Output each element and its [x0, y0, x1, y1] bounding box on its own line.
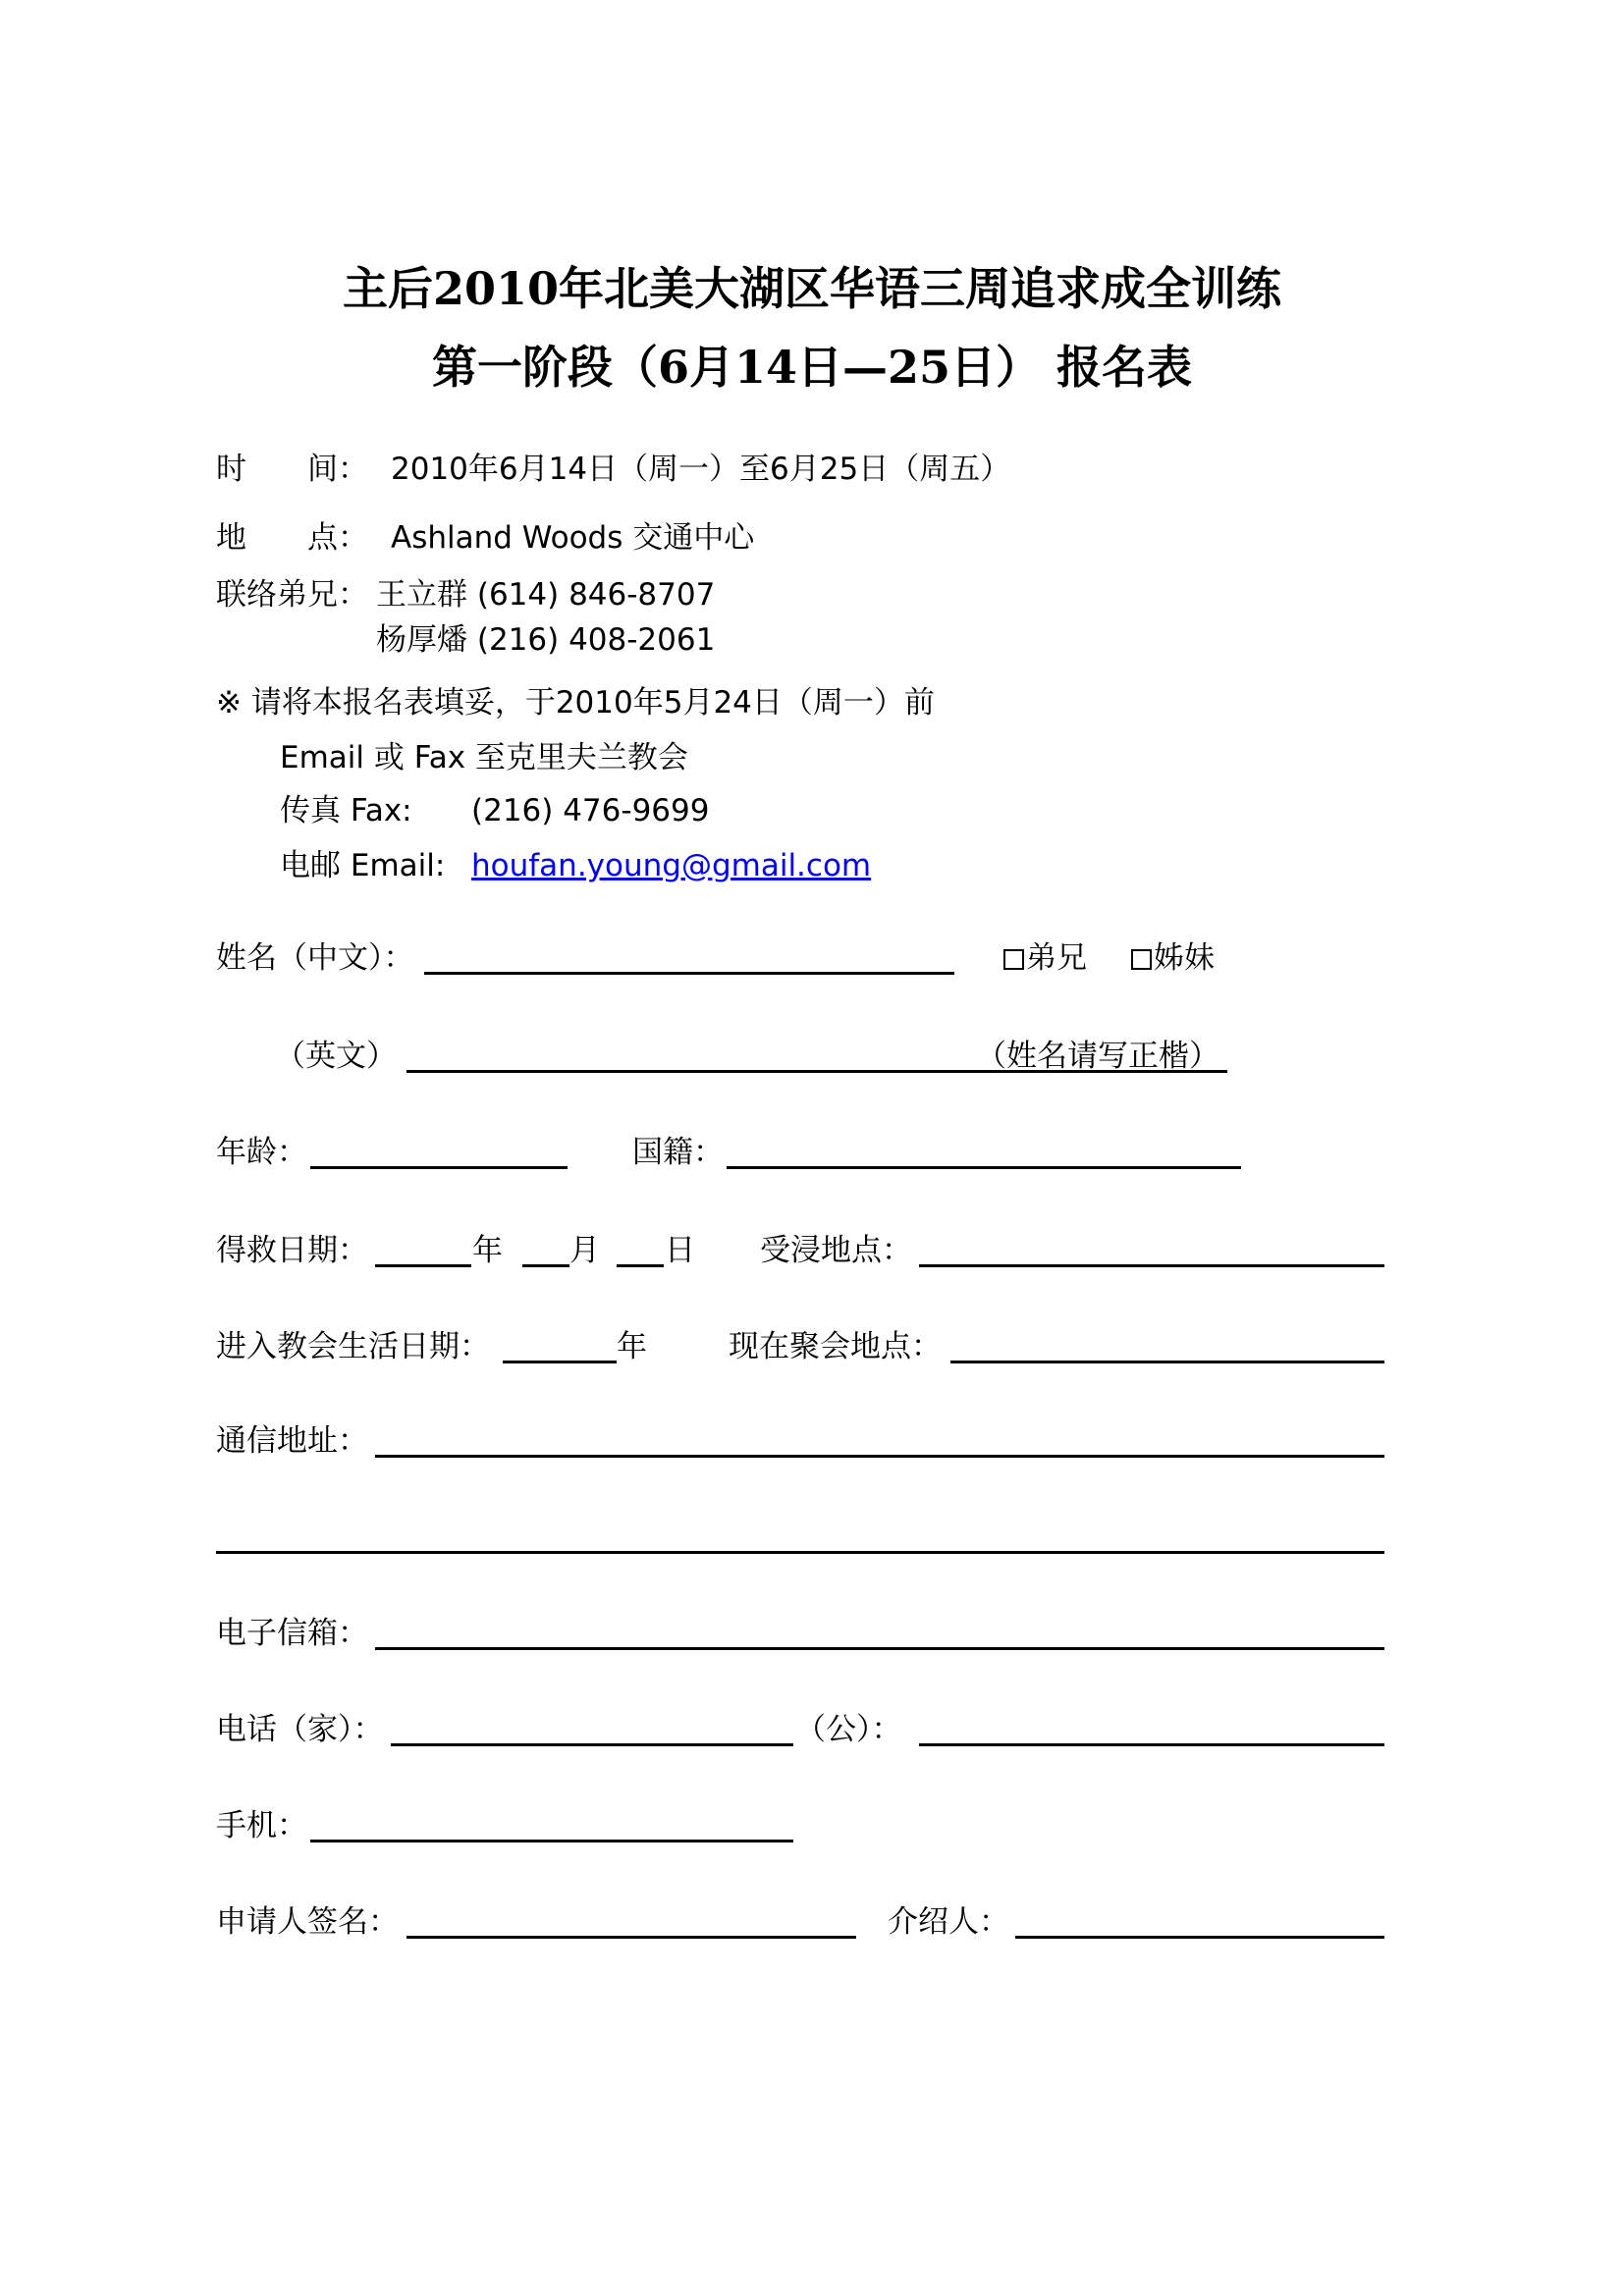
meeting-place-label: 现在聚会地点： — [729, 1329, 942, 1364]
name-cn-field[interactable] — [424, 972, 954, 975]
saved-day-field[interactable] — [617, 1264, 664, 1267]
age-label: 年龄： — [216, 1135, 307, 1170]
phone-work-label: （公）： — [795, 1712, 902, 1747]
email-contact-label: 电邮 Email: — [280, 848, 446, 883]
brother-option[interactable] — [1003, 938, 1087, 978]
sister-label: 姊妹 — [1154, 940, 1215, 976]
meeting-place-field[interactable] — [950, 1361, 1384, 1363]
brother-label: 弟兄 — [1026, 940, 1087, 976]
form-title: 主后2010年北美大湖区华语三周追求成全训练 — [342, 262, 1282, 315]
name-en-label: （英文） — [275, 1039, 397, 1074]
fax-label: 传真 Fax: — [280, 793, 412, 828]
phone-work-field[interactable] — [919, 1743, 1384, 1746]
signature-field[interactable] — [406, 1936, 856, 1939]
sister-checkbox[interactable] — [1131, 949, 1152, 970]
referrer-label: 介绍人： — [888, 1904, 1009, 1940]
saved-month-unit: 月 — [569, 1233, 600, 1268]
phone-home-label: 电话（家）： — [216, 1712, 384, 1747]
age-field[interactable] — [310, 1166, 568, 1169]
contact-label: 联络弟兄： — [216, 577, 368, 613]
name-cn-label: 姓名（中文）： — [216, 940, 414, 976]
contact-2: 杨厚燔 (216) 408-2061 — [376, 622, 716, 658]
church-life-year-field[interactable] — [503, 1361, 617, 1363]
email-contact-value — [471, 846, 871, 885]
church-life-label: 进入教会生活日期： — [216, 1329, 490, 1364]
contact-1: 王立群 (614) 846-8707 — [376, 577, 716, 613]
saved-year-field[interactable] — [375, 1264, 471, 1267]
sister-option[interactable] — [1131, 938, 1215, 978]
email-link[interactable]: houfan.young@gmail.com — [471, 848, 872, 883]
address-field-line1[interactable] — [375, 1455, 1384, 1458]
signature-label: 申请人签名： — [216, 1904, 399, 1940]
nationality-label: 国籍： — [632, 1135, 724, 1170]
submission-method: Email 或 Fax 至克里夫兰教会 — [280, 740, 688, 775]
form-subtitle: 第一阶段（6月14日—25日） 报名表 — [431, 341, 1193, 394]
saved-date-label: 得救日期： — [216, 1233, 368, 1268]
submission-note: ※ 请将本报名表填妥，于2010年5月24日（周一）前 — [216, 685, 935, 721]
referrer-field[interactable] — [1015, 1936, 1384, 1939]
name-en-hint: （姓名请写正楷） — [976, 1039, 1219, 1074]
phone-home-field[interactable] — [391, 1743, 793, 1746]
church-life-year-unit: 年 — [617, 1329, 647, 1364]
saved-day-unit: 日 — [665, 1233, 695, 1268]
time-value: 2010年6月14日（周一）至6月25日（周五） — [391, 452, 1011, 487]
time-label: 时 间： — [216, 452, 368, 487]
mobile-label: 手机： — [216, 1808, 307, 1843]
address-label: 通信地址： — [216, 1423, 368, 1459]
baptism-place-label: 受浸地点： — [760, 1233, 912, 1268]
place-label: 地 点： — [216, 520, 368, 556]
fax-number: (216) 476-9699 — [471, 793, 710, 828]
baptism-place-field[interactable] — [919, 1264, 1384, 1267]
nationality-field[interactable] — [727, 1166, 1241, 1169]
mobile-field[interactable] — [310, 1840, 793, 1842]
saved-month-field[interactable] — [522, 1264, 569, 1267]
place-value: Ashland Woods 交通中心 — [391, 520, 755, 556]
brother-checkbox[interactable] — [1003, 949, 1024, 970]
applicant-email-label: 电子信箱： — [216, 1616, 368, 1651]
address-field-line2[interactable] — [216, 1551, 1384, 1554]
saved-year-unit: 年 — [472, 1233, 503, 1268]
applicant-email-field[interactable] — [375, 1647, 1384, 1650]
